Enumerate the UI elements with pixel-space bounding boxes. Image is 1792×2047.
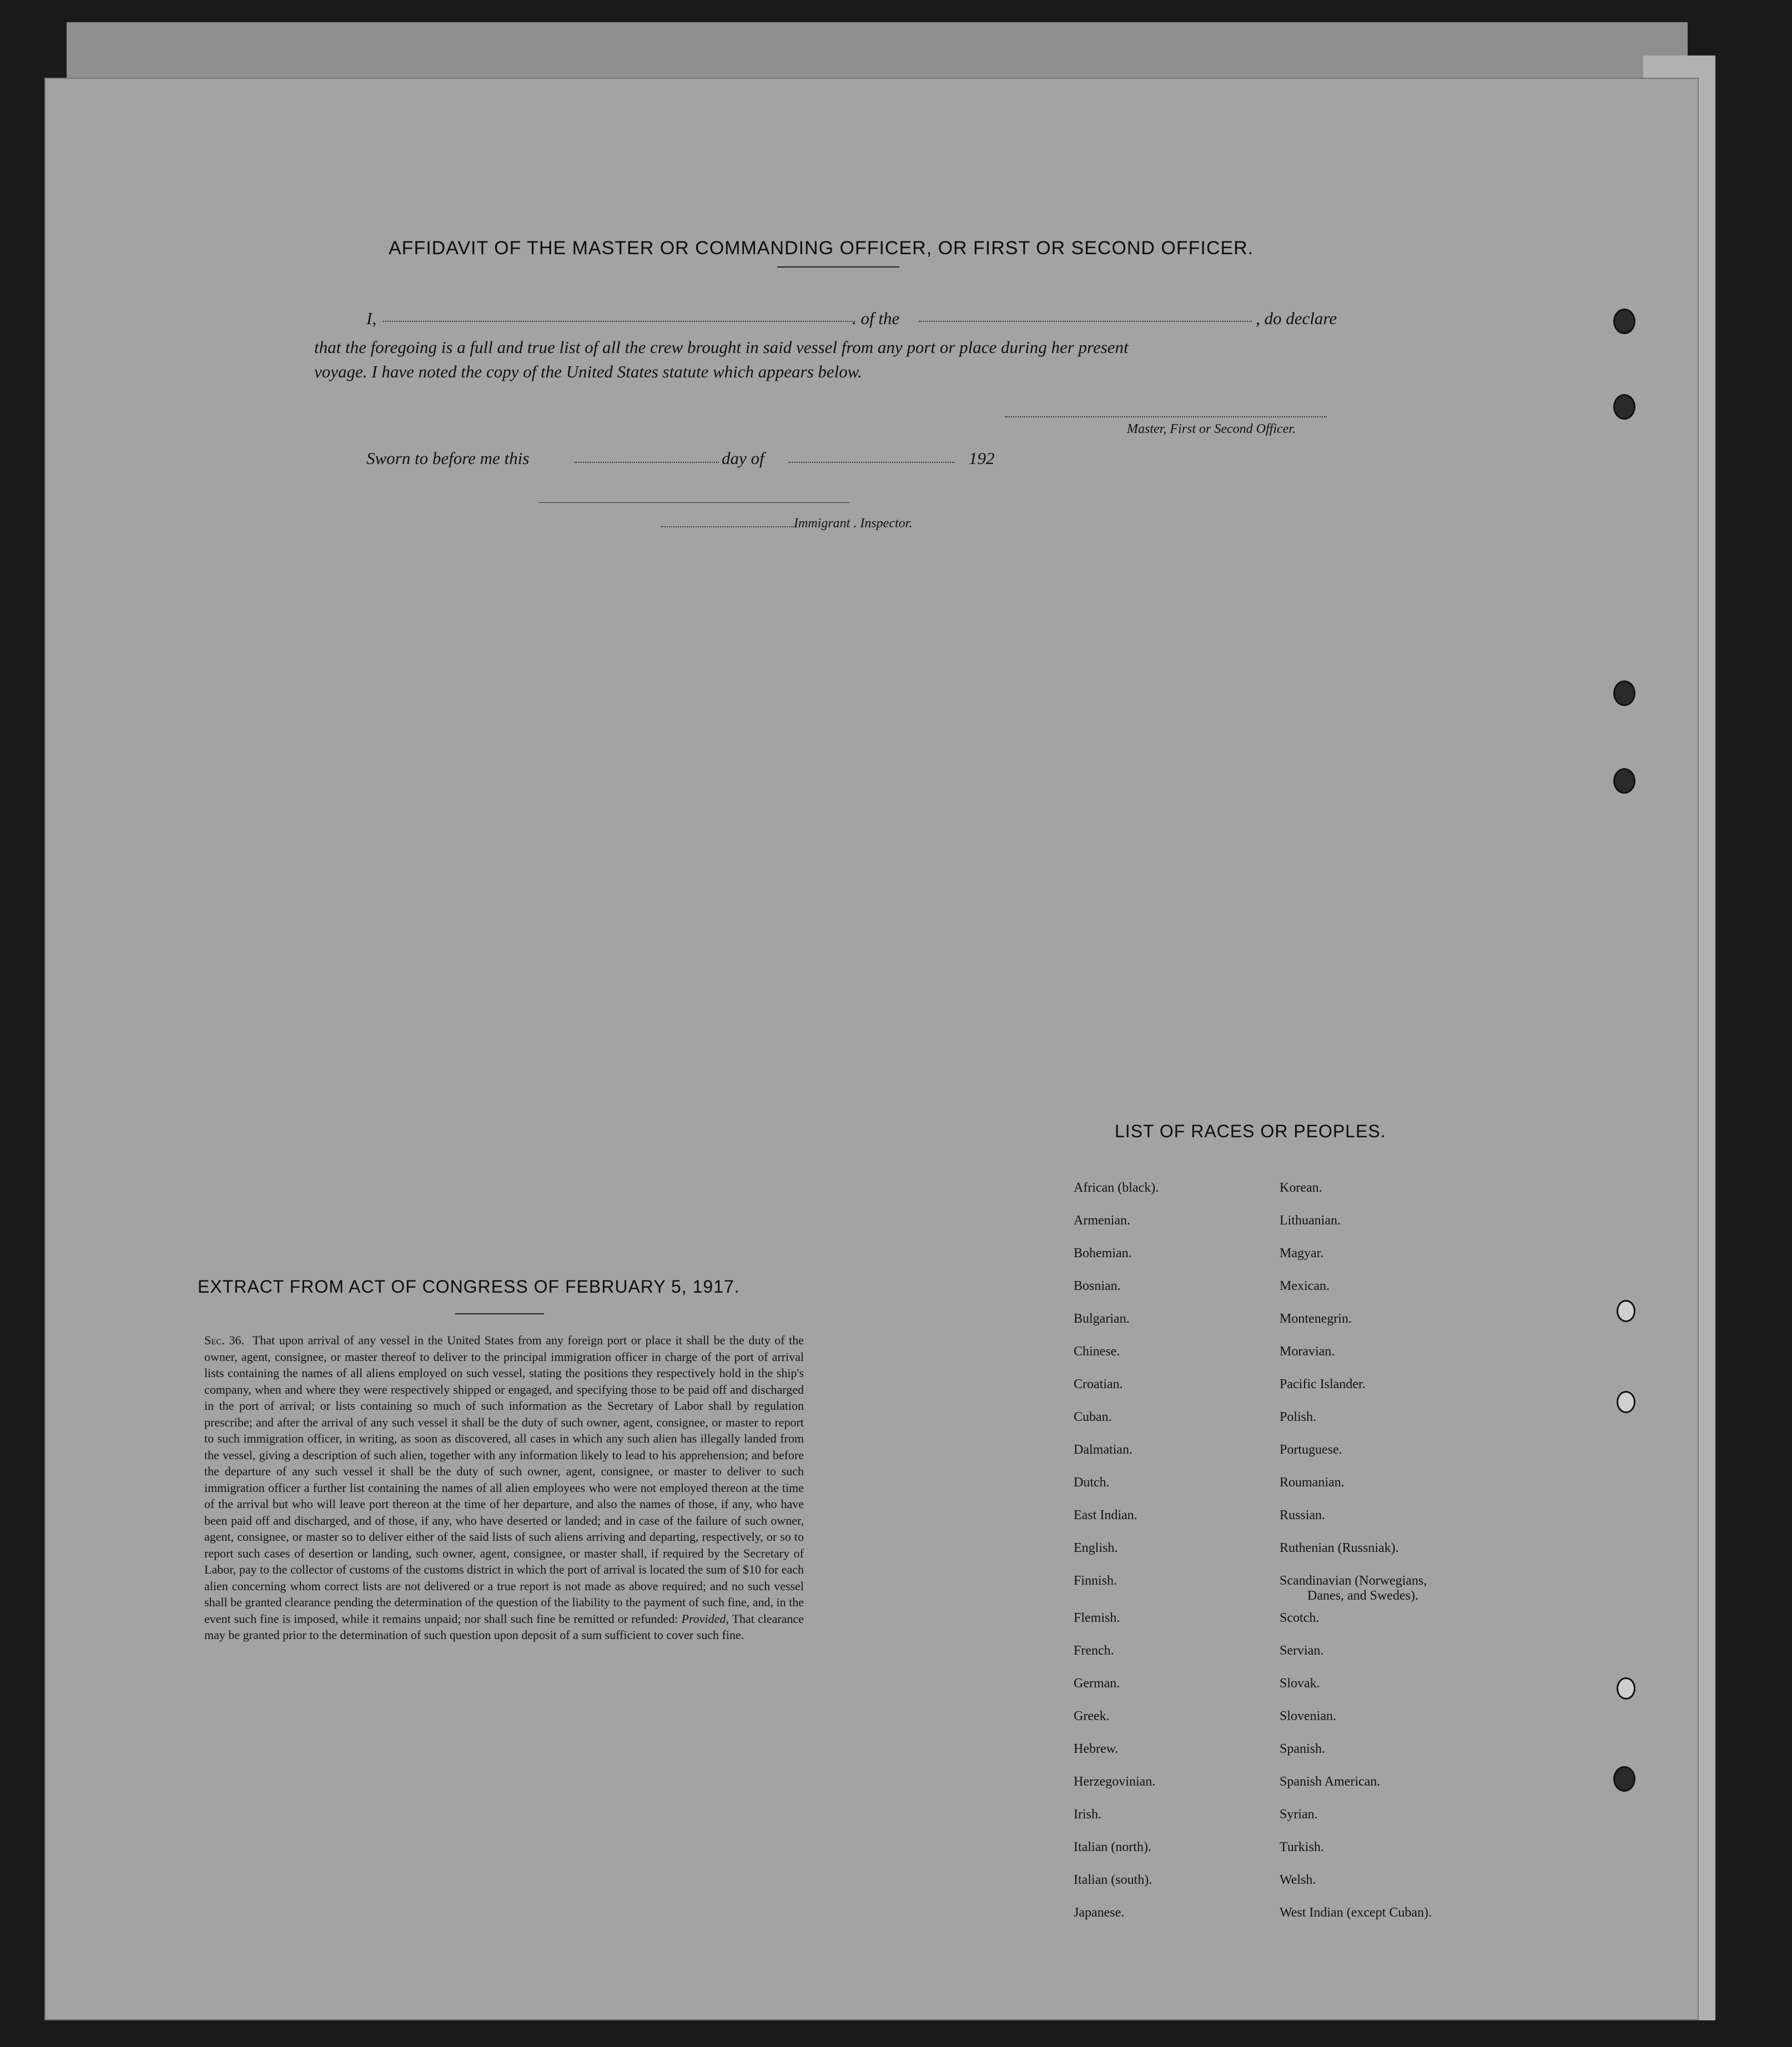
race-scandinavian-cont: Danes, and Swedes).	[1307, 1589, 1418, 1603]
race-item: Finnish.	[1074, 1574, 1118, 1588]
binder-hole	[1617, 1677, 1635, 1700]
race-item: Welsh.	[1280, 1873, 1316, 1887]
affidavit-vessel-line[interactable]	[919, 321, 1252, 322]
inspector-line-2[interactable]	[661, 526, 794, 527]
race-item: Dutch.	[1074, 1475, 1110, 1490]
race-item: Pacific Islander.	[1280, 1377, 1366, 1391]
form-page	[44, 78, 1699, 2020]
inspector-line-1[interactable]	[538, 502, 849, 503]
races-title: LIST OF RACES OR PEOPLES.	[1115, 1121, 1386, 1141]
master-signature-line[interactable]	[1005, 416, 1327, 417]
race-item: Scotch.	[1280, 1611, 1320, 1625]
race-item: Cuban.	[1074, 1410, 1112, 1424]
affidavit-title-rule	[777, 266, 899, 268]
affidavit-line-1: that the foregoing is a full and true list of all the crew brought in said vessel from any port or place during her present	[314, 337, 1129, 357]
race-item: Bosnian.	[1074, 1279, 1121, 1293]
binder-hole	[1613, 768, 1635, 794]
affidavit-title: AFFIDAVIT OF THE MASTER OR COMMANDING OFFICER, OR FIRST OR SECOND OFFICER.	[389, 238, 1254, 259]
affidavit-name-line[interactable]	[383, 321, 855, 322]
binder-hole	[1613, 1766, 1635, 1792]
race-item: Scandinavian (Norwegians,	[1280, 1574, 1427, 1588]
affidavit-line-2: voyage. I have noted the copy of the United States statute which appears below.	[314, 362, 862, 381]
race-item: Moravian.	[1280, 1344, 1335, 1359]
year-label: 192	[969, 448, 995, 468]
race-item: Dalmatian.	[1074, 1443, 1132, 1457]
extract-title-rule	[455, 1313, 544, 1314]
section-text: That upon arrival of any vessel in the United States from any foreign port or place it shall be the duty of the owner, agent, consignee, or master thereof to deliver to the principal immigration officer in charge of the port of arrival lists containing the names of all aliens employed on such vessel, stating the positions they respectively hold in the ship's company, when and where they were respectively shipped or engaged, and specifying those to be paid off and discharged in the port of arrival; or lists containing so much of such information as the Secretary of Labor shall by regulation prescribe; and after the arrival of any such vessel it shall be the duty of such owner, agent, consignee, or master to report to such immigration officer, in writing, as soon as discovered, all cases in which any such alien has illegally landed from the vessel, giving a description of such alien, together with any information likely to lead to his apprehension; and before the departure of any such vessel it shall be the duty of such owner, agent, consignee, or master to deliver to such immigration officer a further list containing the names of all alien employees who were not employed thereon at the time of the arrival but who will leave port thereon at the time of her departure, and also the names of those, if any, who have been paid off and discharged, and of those, if any, who have deserted or landed; and in case of the failure of such owner, agent, consignee, or master so to deliver either of the said lists of such aliens arriving and departing, respectively, or so to report such cases of desertion or landing, such owner, agent, consignee, or master shall, if required by the Secretary of Labor, pay to the collector of customs of the customs district in which the port of arrival is located the sum of $10 for each alien concerning whom correct lists are not delivered or a true report is not made as above required; and no such vessel shall be granted clearance pending the determination of the question of the liability to the payment of such fine, and, in the event such fine is imposed, while it remains unpaid; nor shall such fine be remitted or refunded:	[204, 1333, 804, 1626]
binder-hole	[1613, 680, 1635, 706]
race-item: Magyar.	[1280, 1246, 1324, 1261]
race-item: Montenegrin.	[1280, 1312, 1352, 1326]
day-of-label: day of	[722, 448, 764, 468]
race-item: African (black).	[1074, 1181, 1159, 1195]
race-item: Polish.	[1280, 1410, 1317, 1424]
section-label: Sec. 36.	[204, 1333, 245, 1347]
sworn-day-line[interactable]	[575, 462, 719, 463]
provided-label: Provided,	[681, 1611, 729, 1626]
race-item: Bohemian.	[1074, 1246, 1132, 1261]
race-item: Spanish American.	[1280, 1774, 1381, 1789]
race-item: German.	[1074, 1676, 1120, 1691]
race-item: English.	[1074, 1541, 1118, 1555]
race-item: Roumanian.	[1280, 1475, 1345, 1490]
race-item: Mexican.	[1280, 1279, 1330, 1293]
race-item: Turkish.	[1280, 1840, 1324, 1854]
race-item: Ruthenian (Russniak).	[1280, 1541, 1399, 1555]
race-item: Japanese.	[1074, 1905, 1125, 1920]
binder-hole	[1613, 394, 1635, 420]
race-item: Slovak.	[1280, 1676, 1320, 1691]
sworn-month-line[interactable]	[788, 462, 955, 463]
race-item: Portuguese.	[1280, 1443, 1342, 1457]
extract-title: EXTRACT FROM ACT OF CONGRESS OF FEBRUARY 5, 1917.	[198, 1277, 740, 1297]
race-item: Armenian.	[1074, 1213, 1130, 1228]
sworn-label: Sworn to before me this	[366, 448, 530, 468]
race-item: Italian (north).	[1074, 1840, 1151, 1854]
race-item: Herzegovinian.	[1074, 1774, 1156, 1789]
race-item: Slovenian.	[1280, 1709, 1336, 1723]
section-tail: That clearance may be granted prior to the determination of such question upon deposit of a sum sufficient to cover such fine.	[204, 1611, 804, 1642]
affidavit-i-label: I,	[366, 309, 377, 328]
race-item: Korean.	[1280, 1181, 1322, 1195]
master-label: Master, First or Second Officer.	[1127, 422, 1296, 436]
race-item: Croatian.	[1074, 1377, 1123, 1391]
race-item: Russian.	[1280, 1508, 1326, 1522]
race-item: French.	[1074, 1643, 1114, 1658]
race-item: Chinese.	[1074, 1344, 1120, 1359]
race-item: Bulgarian.	[1074, 1312, 1130, 1326]
race-item: Spanish.	[1280, 1742, 1326, 1756]
race-item: Lithuanian.	[1280, 1213, 1341, 1228]
race-item: Italian (south).	[1074, 1873, 1152, 1887]
race-item: West Indian (except Cuban).	[1280, 1905, 1432, 1920]
binder-hole	[1617, 1300, 1635, 1322]
race-item: Flemish.	[1074, 1611, 1120, 1625]
race-item: Servian.	[1280, 1643, 1324, 1658]
affidavit-of-the: . of the	[852, 309, 900, 328]
binder-hole	[1617, 1391, 1635, 1413]
race-item: Greek.	[1074, 1709, 1110, 1723]
inspector-label: Immigrant . Inspector.	[794, 516, 913, 531]
extract-body	[204, 1332, 804, 1643]
race-item: Syrian.	[1280, 1807, 1318, 1822]
binder-hole	[1613, 309, 1635, 334]
race-item: Irish.	[1074, 1807, 1101, 1822]
affidavit-do-declare: , do declare	[1256, 309, 1337, 328]
race-item: East Indian.	[1074, 1508, 1137, 1522]
race-item: Hebrew.	[1074, 1742, 1119, 1756]
